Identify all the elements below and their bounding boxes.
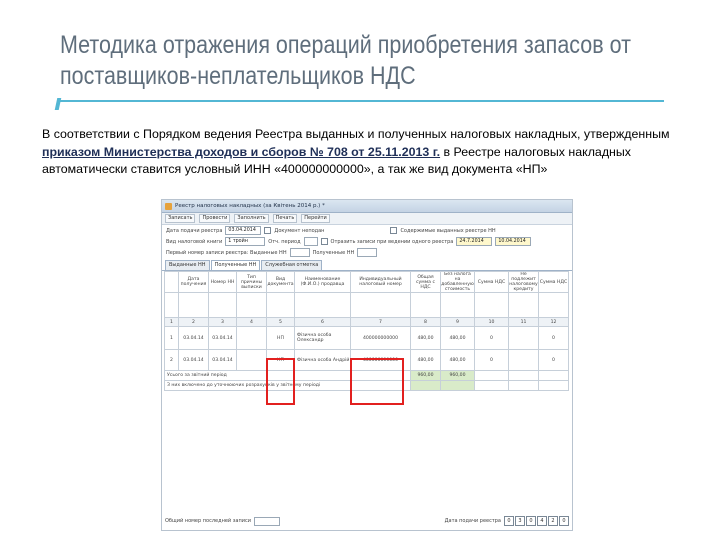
total-sum: 960,00	[411, 371, 441, 381]
col-number: 8	[411, 318, 441, 327]
col-header-2: Дата получения	[179, 272, 209, 293]
form-row-3	[162, 247, 572, 258]
col-number: 3	[209, 318, 237, 327]
cell-inn[interactable]: 400000000000	[351, 327, 411, 350]
col-header-10: Сумма НДС	[475, 272, 509, 293]
window-toolbar	[162, 213, 572, 225]
period-label: Отч. период	[268, 238, 301, 245]
col-header-7: Индивидуальный налоговый номер	[351, 272, 411, 293]
highlight-doc-kind	[266, 358, 295, 405]
cell-doc-kind[interactable]: НП	[267, 350, 295, 371]
note-label: З них включено до уточнюючих розрахунків у звітному періоді	[165, 381, 411, 391]
period-end-field[interactable]: 10.04.2014	[495, 237, 531, 246]
tax-book-label: Вид налоговой книги	[166, 238, 223, 245]
single-register-label: Отразить записи при ведении одного реестра	[330, 238, 454, 245]
cell-sum[interactable]: 480,00	[411, 350, 441, 371]
not-submitted-label: Документ неподан	[274, 227, 325, 234]
highlight-inn	[350, 358, 404, 405]
first-record-received-field[interactable]	[357, 248, 377, 257]
slide-title-line1: Методика отражения операций приобретения запасов от	[60, 31, 631, 59]
table-row[interactable]	[165, 327, 569, 350]
cell-no-credit[interactable]	[509, 350, 539, 371]
register-tabs	[162, 260, 572, 271]
total-label: Усього за звітний період	[165, 371, 411, 381]
register-window-screenshot	[161, 199, 573, 531]
col-number: 9	[441, 318, 475, 327]
slide-title-line2: поставщиков-неплательщиков НДС	[60, 62, 416, 90]
cell-vat[interactable]: 0	[475, 327, 509, 350]
column-numbers-row	[165, 318, 569, 327]
slide-title	[60, 30, 631, 92]
paragraph-text-after: в Реестре налоговых накладных автоматически ставится условный ИНН «400000000000», а так же вид документа «НП»	[42, 144, 631, 176]
cell-doc-kind[interactable]: НП	[267, 327, 295, 350]
not-submitted-checkbox[interactable]	[264, 227, 271, 234]
issued-in-register-checkbox[interactable]	[390, 227, 397, 234]
toolbar-button-post[interactable]: Провести	[199, 214, 230, 223]
col-number: 7	[351, 318, 411, 327]
window-title: Реестр налоговых накладных (за Квітень 2014 р.) *	[175, 203, 325, 209]
first-record-issued-label: Первый номер записи реестра: Выданные НН	[166, 249, 287, 256]
issued-in-register-label: Содержимые выданных реестре НН	[400, 227, 496, 234]
col-header-1	[165, 272, 179, 293]
law-reference-link[interactable]: приказом Министерства доходов и сборов № 708 от 25.11.2013 г.	[42, 144, 441, 159]
last-record-field[interactable]	[254, 517, 280, 526]
first-record-received-label: Полученные НН	[312, 249, 355, 256]
form-row-2	[162, 236, 572, 247]
cell-seller-name[interactable]: Фізична особа Олександр	[295, 327, 351, 350]
col-number: 11	[509, 318, 539, 327]
cell-seller-name[interactable]: Фізична особа Андрій	[295, 350, 351, 371]
row-number: 2	[165, 350, 179, 371]
last-record-label: Общий номер последней записи	[165, 518, 251, 524]
slide-paragraph	[42, 126, 682, 179]
submit-date-field[interactable]: 03.04.2014	[225, 226, 261, 235]
window-titlebar	[162, 200, 572, 213]
submit-date-label: Дата подачи реестра	[166, 227, 223, 234]
col-number: 10	[475, 318, 509, 327]
cell-inn[interactable]: 400000000000	[351, 350, 411, 371]
tax-book-select[interactable]: 1 тройн	[225, 237, 265, 246]
single-register-checkbox[interactable]	[321, 238, 328, 245]
col-header-4: Тип причины выписки	[237, 272, 267, 293]
col-header-11: Не подлежит налоговому кредиту	[509, 272, 538, 292]
window-footer	[165, 516, 569, 526]
col-number: 4	[237, 318, 267, 327]
footer-date-boxes[interactable]	[504, 516, 569, 526]
cell-vat-2[interactable]: 0	[539, 327, 569, 350]
document-icon	[165, 203, 172, 210]
first-record-issued-field[interactable]	[290, 248, 310, 257]
date-box[interactable]: 4	[537, 516, 547, 526]
paragraph-text-before: В соответствии с Порядком ведения Реестра выданных и полученных налоговых накладных, утвержденным	[42, 127, 670, 141]
date-box[interactable]: 3	[515, 516, 525, 526]
toolbar-button-fill[interactable]: Заполнить	[234, 214, 268, 223]
cell-sum[interactable]: 480,00	[411, 327, 441, 350]
cell-no-credit[interactable]	[509, 327, 539, 350]
col-header-8: Общая сумма с НДС	[411, 272, 441, 293]
title-divider	[58, 100, 664, 102]
col-number: 12	[539, 318, 569, 327]
date-box[interactable]: 2	[548, 516, 558, 526]
tab-received[interactable]: Полученные НН	[211, 260, 261, 270]
tab-issued[interactable]: Выданные НН	[165, 260, 210, 270]
cell-date[interactable]: 03.04.14	[179, 350, 209, 371]
row-number: 1	[165, 327, 179, 350]
form-row-1	[162, 225, 572, 236]
col-header-3: Номер НН	[209, 272, 237, 293]
cell-reason[interactable]	[237, 327, 267, 350]
col-number: 5	[267, 318, 295, 327]
register-grid	[164, 271, 568, 391]
col-header-5: Вид документа	[267, 272, 295, 293]
tab-service-note[interactable]: Служебная отметка	[261, 260, 322, 270]
period-field[interactable]	[304, 237, 318, 246]
col-header-6: Наименование (Ф.И.О.) продавца	[295, 272, 351, 293]
col-header-12: Сумма НДС	[539, 272, 569, 293]
col-header-9: Без налога на добавленную стоимость	[441, 272, 474, 292]
toolbar-button-print[interactable]: Печать	[273, 214, 298, 223]
date-box[interactable]: 0	[504, 516, 514, 526]
footer-date-label: Дата подачи реестра	[444, 518, 501, 524]
cell-number[interactable]: 03.04.14	[209, 327, 237, 350]
date-box[interactable]: 0	[526, 516, 536, 526]
cell-base[interactable]: 480,00	[441, 327, 475, 350]
cell-date[interactable]: 03.04.14	[179, 327, 209, 350]
cell-base[interactable]: 480,00	[441, 350, 475, 371]
title-divider-mark	[55, 98, 62, 110]
date-box[interactable]: 0	[559, 516, 569, 526]
col-number: 2	[179, 318, 209, 327]
period-start-field[interactable]: 24.7.2014	[456, 237, 492, 246]
cell-vat-2[interactable]: 0	[539, 350, 569, 371]
toolbar-button-save[interactable]: Записать	[165, 214, 195, 223]
cell-vat[interactable]: 0	[475, 350, 509, 371]
cell-reason[interactable]	[237, 350, 267, 371]
cell-number[interactable]: 03.04.14	[209, 350, 237, 371]
toolbar-button-goto[interactable]: Перейти	[301, 214, 330, 223]
total-base: 960,00	[441, 371, 475, 381]
col-number: 6	[295, 318, 351, 327]
col-number: 1	[165, 318, 179, 327]
